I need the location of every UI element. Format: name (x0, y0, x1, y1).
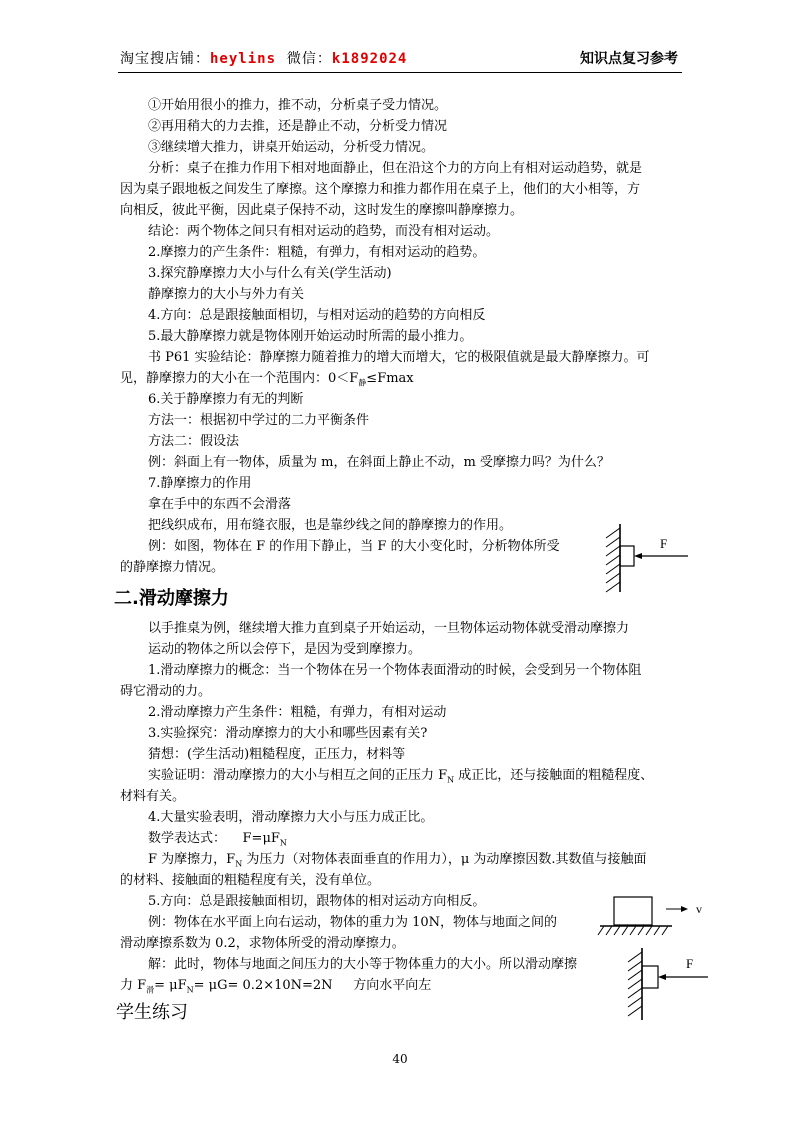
section-heading-sliding-friction: 二.滑动摩擦力 (114, 588, 229, 609)
text-line: ②再用稍大的力去推，还是静止不动，分析受力情况 (148, 119, 448, 134)
text-line: 静摩擦力的大小与外力有关 (148, 287, 305, 302)
formula-line: 数学表达式： $F=\mu F_N$ (148, 831, 287, 848)
block-shape (620, 546, 634, 566)
wall-block-force-diagram-1 (590, 520, 700, 600)
text-line: 结论：两个物体之间只有相对运动的趋势，而没有相对运动。 (148, 224, 500, 239)
text-line: 解：此时，物体与地面之间压力的大小等于物体重力的大小。所以滑动摩擦 (148, 957, 578, 972)
text-line: 3.实验探究：滑动摩擦力的大小和哪些因素有关? (148, 726, 428, 741)
header-wechat-id: k1892024 (331, 51, 408, 67)
hatched-ground-icon (598, 926, 672, 935)
header-shop-name: heylins (210, 51, 277, 67)
formula-explanation: F 为摩擦力，$F_N$ 为压力（对物体表面垂直的作用力），μ 为动摩擦因数.其数值与接触面 (148, 852, 647, 869)
header-title: 知识点复习参考 (580, 51, 678, 67)
text-line: 7.静摩擦力的作用 (148, 476, 252, 491)
header-shop-info (120, 48, 407, 68)
experiment-line-3: 4.大量实验表明，滑动摩擦力大小与压力成正比。 (148, 810, 434, 825)
text-line: 例：如图，物体在 F 的作用下静止，当 F 的大小变化时，分析物体所受 (148, 539, 560, 554)
text-line: ①开始用很小的推力，推不动，分析桌子受力情况。 (148, 98, 448, 113)
force-label-f2: F (686, 956, 694, 971)
hatched-wall-icon (606, 524, 620, 592)
text-line: 运动的物体之所以会停下，是因为受到摩擦力。 (148, 642, 422, 657)
text-line: 方法一：根据初中学过的二力平衡条件 (148, 413, 370, 428)
text-line: 例：斜面上有一物体，质量为 m，在斜面上静止不动，m 受摩擦力吗？为什么？ (148, 455, 610, 470)
text-line: 以手推桌为例，继续增大推力直到桌子开始运动，一旦物体运动物体就受滑动摩擦力 (148, 621, 630, 636)
text-line: 4.方向：总是跟接触面相切，与相对运动的趋势的方向相反 (148, 308, 486, 323)
text-line: 向相反，彼此平衡，因此桌子保持不动，这时发生的摩擦叫静摩擦力。 (120, 203, 524, 218)
text-line: 猜想：(学生活动)粗糙程度，正压力，材料等 (148, 747, 406, 762)
text-line: 2.滑动摩擦力产生条件：粗糙，有弹力，有相对运动 (148, 705, 447, 720)
page-number: 40 (392, 1052, 408, 1066)
ground-block-velocity-diagram (596, 893, 716, 941)
solution-line: 力 $F_滑= \mu F_N= \mu G= 0.2\times 10N=2N$ 方向水平向左 (120, 978, 432, 995)
section-heading-student-practice: 学生练习 (116, 1002, 188, 1023)
text-line: 5.最大静摩擦力就是物体刚开始运动时所需的最小推力。 (148, 329, 473, 344)
text-line: 方法二：假设法 (148, 434, 240, 449)
text-line: 3.探究静摩擦力大小与什么有关(学生活动) (148, 266, 392, 281)
static-friction-section (120, 95, 686, 368)
velocity-label: v (696, 902, 702, 916)
text-line: 碍它滑动的力。 (120, 684, 212, 699)
static-range-line: 见，静摩擦力的大小在一个范围内：$0<F_静\le Fmax$ (120, 371, 414, 388)
text-line: 的静摩擦力情况。 (120, 560, 225, 575)
force-label-f1: F (660, 536, 668, 551)
header-wechat-label: 微信： (276, 51, 332, 67)
block-shape (614, 897, 652, 925)
wall-block-force-diagram-2 (616, 944, 716, 1024)
text-line: 的材料、接触面的粗糙程度有关，没有单位。 (120, 873, 381, 888)
experiment-line: 实验证明：滑动摩擦力的大小与相互之间的正压力 $F_N$ 成正比，还与接触面的粗糙程度、 (148, 768, 654, 785)
text-line: 6.关于静摩擦力有无的判断 (148, 392, 304, 407)
experiment-line-2: 材料有关。 (120, 789, 186, 804)
text-line: 分析：桌子在推力作用下相对地面静止，但在沿这个力的方向上有相对运动趋势，就是 (148, 161, 643, 176)
page-header (118, 44, 682, 73)
text-line: ③继续增大推力，讲桌开始运动，分析受力情况。 (148, 140, 435, 155)
text-line: 5.方向：总是跟接触面相切，跟物体的相对运动方向相反。 (148, 894, 486, 909)
text-line: 例：物体在水平面上向右运动，物体的重力为 10N，物体与地面之间的 (148, 915, 558, 930)
text-line: 因为桌子跟地板之间发生了摩擦。这个摩擦力和推力都作用在桌子上，他们的大小相等，方 (120, 182, 641, 197)
text-line: 滑动摩擦系数为 0.2，求物体所受的滑动摩擦力。 (120, 936, 405, 951)
text-line: 拿在手中的东西不会滑落 (148, 497, 292, 512)
text-line: 2.摩擦力的产生条件：粗糙，有弹力，有相对运动的趋势。 (148, 245, 486, 260)
text-line: 1.滑动摩擦力的概念：当一个物体在另一个物体表面滑动的时候，会受到另一个物体阻 (148, 663, 642, 678)
text-line: 把线织成布，用布缝衣服，也是靠纱线之间的静摩擦力的作用。 (148, 518, 513, 533)
text-line: 书 P61 实验结论：静摩擦力随着推力的增大而增大，它的极限值就是最大静摩擦力。可 (148, 350, 650, 365)
hatched-wall-icon (628, 948, 642, 1020)
block-shape (642, 966, 658, 988)
sliding-friction-section (120, 618, 686, 765)
header-shop-label: 淘宝搜店铺： (120, 51, 210, 67)
